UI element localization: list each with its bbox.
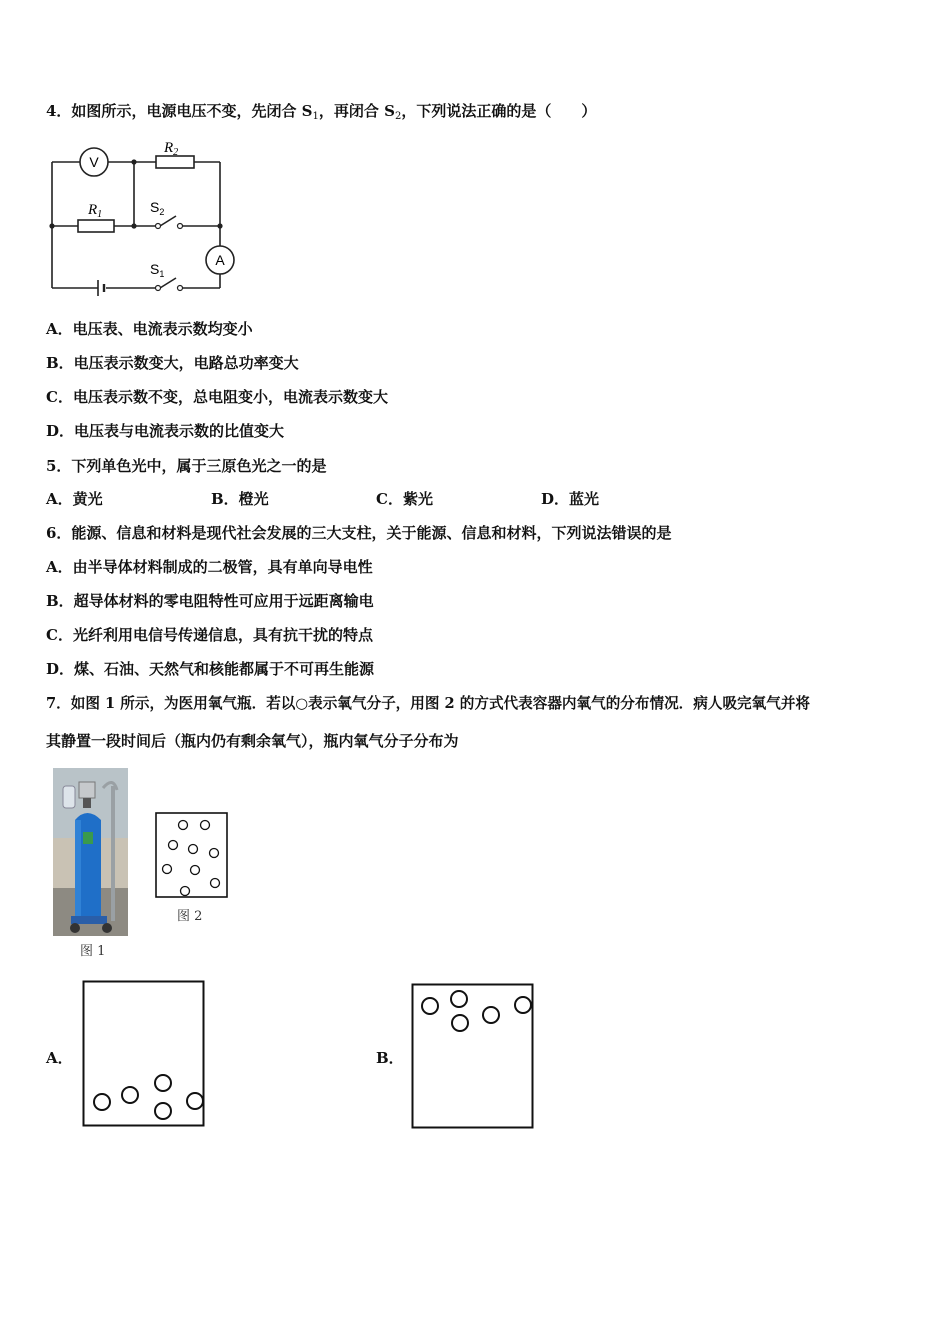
q4-stem-part1: 4．如图所示，电源电压不变，先闭合 S <box>46 102 313 120</box>
oxygen-molecule-icon <box>187 1093 203 1109</box>
q7-option-b-container <box>411 983 535 1130</box>
oxygen-molecule-icon <box>191 866 200 875</box>
q4-stem-s1-sub: 1 <box>312 111 319 122</box>
fig2-caption: 图 2 <box>177 909 203 924</box>
oxygen-molecule-icon <box>422 998 438 1014</box>
q6-option-b: B．超导体材料的零电阻特性可应用于远距离输电 <box>46 592 374 610</box>
q4-option-a: A．电压表、电流表示数均变小 <box>46 320 253 338</box>
s2-label: $S_2$ <box>150 199 165 217</box>
q4-option-d: D．电压表与电流表示数的比值变大 <box>46 422 285 440</box>
oxygen-molecule-icon <box>179 821 188 830</box>
q4-option-b: B．电压表示数变大，电路总功率变大 <box>46 354 299 372</box>
q7-option-b-label: B． <box>376 1049 404 1067</box>
q7-stem-line2: 其静置一段时间后（瓶内仍有剩余氧气），瓶内氧气分子分布为 <box>46 732 459 750</box>
fig2-container <box>155 812 229 898</box>
q4-stem-s2-sub: 2 <box>394 111 402 122</box>
q4-stem-part2: ，再闭合 S <box>318 102 395 120</box>
q5-option-c: C．紫光 <box>376 490 433 508</box>
resistor-r1-icon <box>78 220 114 232</box>
q5-option-a: A．黄光 <box>46 490 103 508</box>
voltmeter-label: V <box>89 154 99 170</box>
oxygen-molecule-icon <box>201 821 210 830</box>
oxygen-molecule-icon <box>94 1094 110 1110</box>
q7-stem-line1: 7．如图 1 所示，为医用氧气瓶．若以○表示氧气分子，用图 2 的方式代表容器内氧气的分布情况．病人吸完氧气并将 <box>46 695 811 712</box>
q4-option-c: C．电压表示数不变，总电阻变小，电流表示数变大 <box>46 388 388 406</box>
s1-label: $S_1$ <box>150 261 165 279</box>
r1-label: $R_1$ <box>88 202 103 220</box>
oxygen-molecule-icon <box>210 849 219 858</box>
q6-option-d: D．煤、石油、天然气和核能都属于不可再生能源 <box>46 660 375 678</box>
oxygen-molecule-icon <box>169 841 178 850</box>
q6-stem: 6．能源、信息和材料是现代社会发展的三大支柱，关于能源、信息和材料，下列说法错误的是 <box>46 524 672 542</box>
oxygen-molecule-icon <box>189 845 198 854</box>
oxygen-molecule-icon <box>155 1103 171 1119</box>
ammeter-label: A <box>215 252 225 268</box>
q4-stem-part3: ，下列说法正确的是（ ） <box>401 102 597 120</box>
oxygen-molecule-icon <box>452 1015 468 1031</box>
oxygen-molecule-icon <box>181 887 190 896</box>
fig1-caption: 图 1 <box>80 944 106 959</box>
oxygen-molecule-icon <box>122 1087 138 1103</box>
oxygen-molecule-icon <box>515 997 531 1013</box>
oxygen-molecule-icon <box>451 991 467 1007</box>
r2-label: $R_2$ <box>164 140 179 158</box>
q7-option-a-label: A． <box>46 1049 73 1067</box>
oxygen-cylinder-photo <box>53 768 128 936</box>
oxygen-molecule-icon <box>155 1075 171 1091</box>
q6-option-a: A．由半导体材料制成的二极管，具有单向导电性 <box>46 558 373 576</box>
q5-option-d: D．蓝光 <box>541 490 600 508</box>
q5-option-b: B．橙光 <box>211 490 269 508</box>
q5-stem: 5．下列单色光中，属于三原色光之一的是 <box>46 457 327 475</box>
oxygen-molecule-icon <box>483 1007 499 1023</box>
q4-stem <box>46 101 596 127</box>
oxygen-molecule-icon <box>163 865 172 874</box>
q4-circuit-diagram <box>44 140 244 300</box>
oxygen-molecule-icon <box>211 879 220 888</box>
q6-option-c: C．光纤利用电信号传递信息，具有抗干扰的特点 <box>46 626 373 644</box>
q7-option-a-container <box>82 980 206 1128</box>
